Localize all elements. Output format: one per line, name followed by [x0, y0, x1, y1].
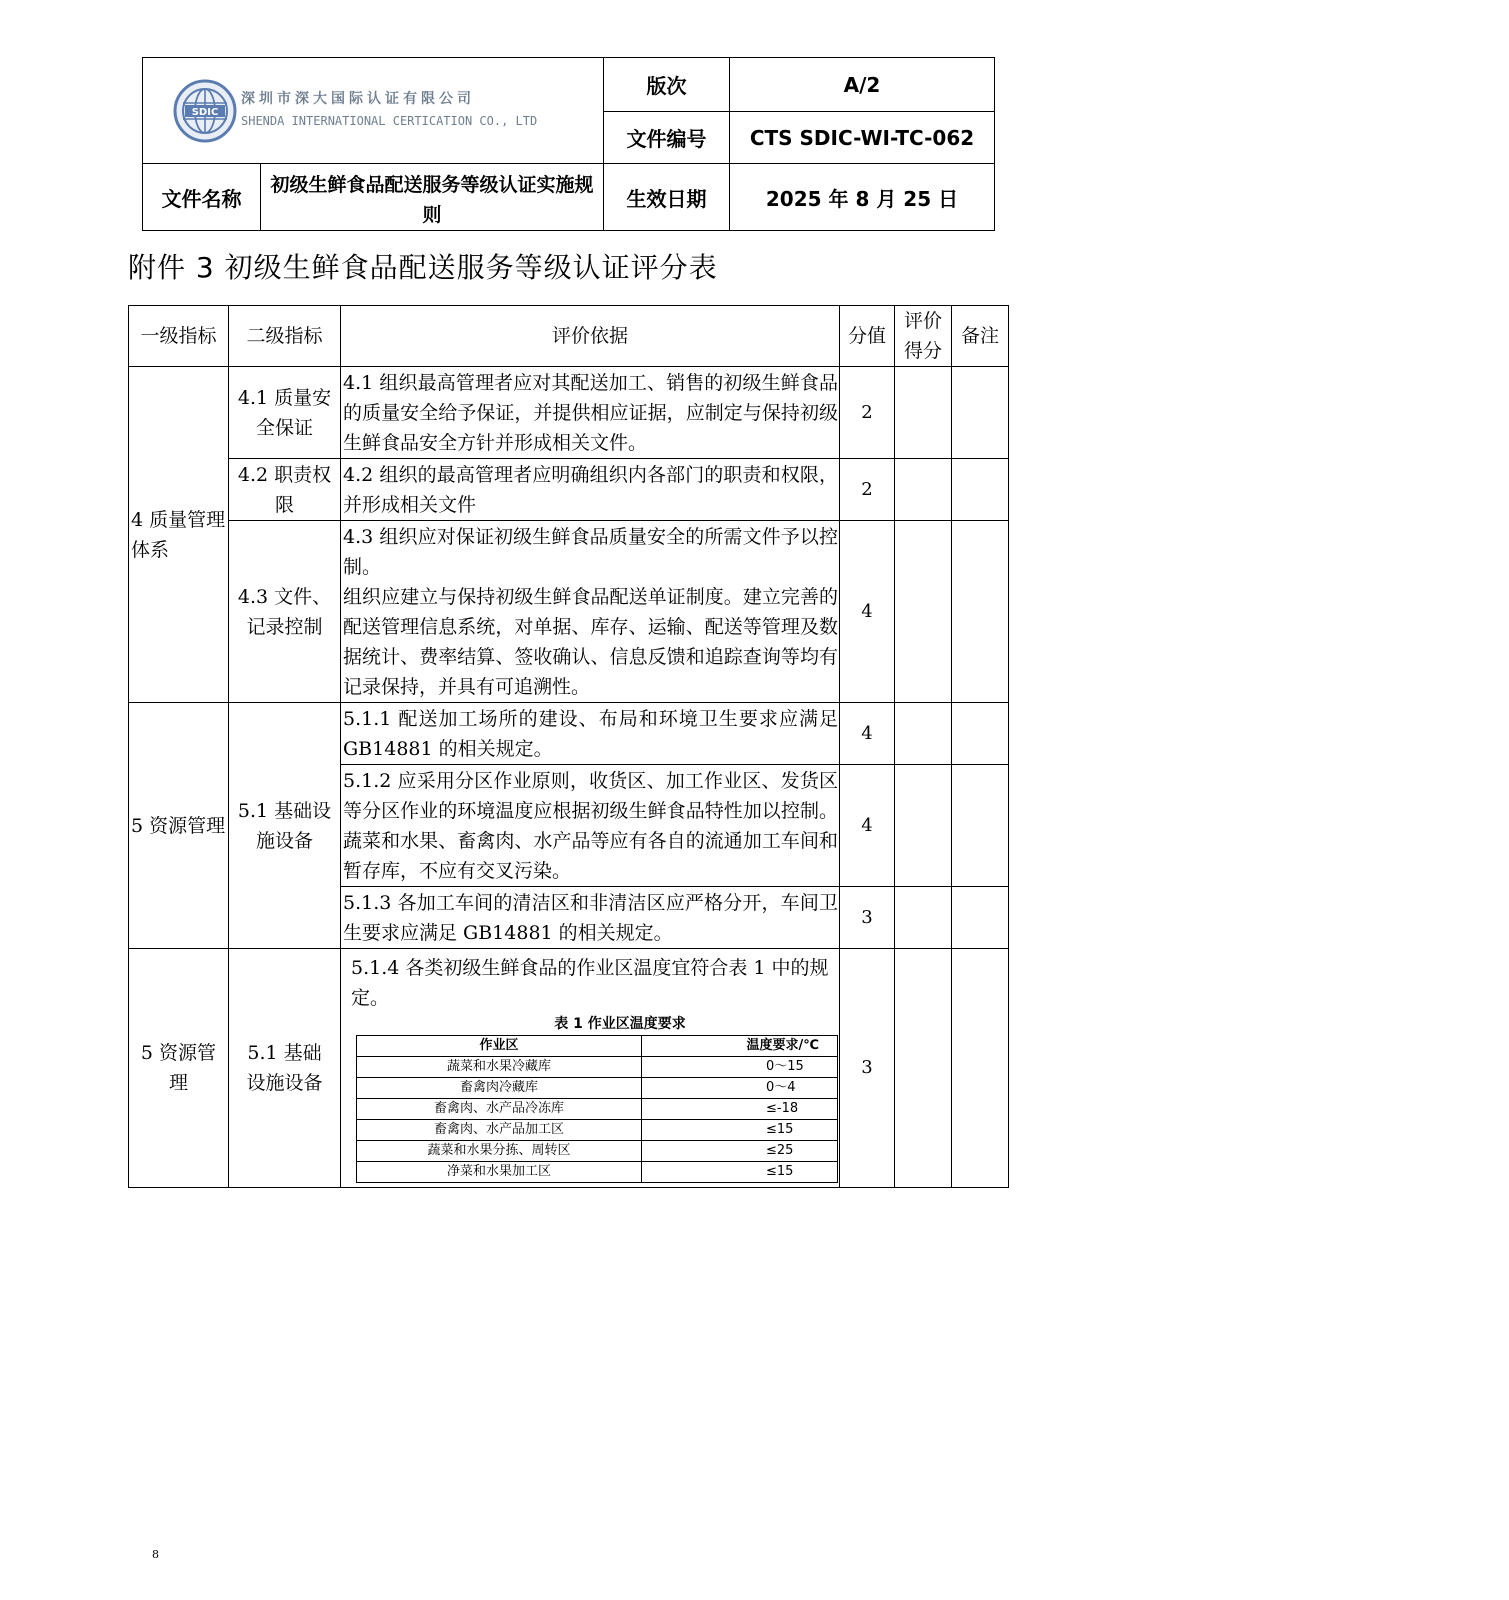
- temperature-table: [356, 1035, 838, 1183]
- section-title: 附件 3 初级生鲜食品配送服务等级认证评分表: [128, 251, 718, 284]
- table-row: [129, 459, 1009, 521]
- temp-cell: ≤25: [642, 1141, 838, 1162]
- effective-date-label: 生效日期: [604, 164, 730, 231]
- eval-score-cell[interactable]: [895, 949, 952, 1188]
- page-number: 8: [152, 1548, 159, 1561]
- table-row: [129, 367, 1009, 459]
- eval-score-cell[interactable]: [895, 367, 952, 459]
- basis-cell: 5.1.3 各加工车间的清洁区和非清洁区应严格分开，车间卫生要求应满足 GB14881 的相关规定。: [341, 887, 840, 949]
- nested-row: [357, 1078, 838, 1099]
- nested-row: [357, 1120, 838, 1141]
- nested-header-row: [357, 1036, 838, 1057]
- level2-cell: 4.2 职责权限: [229, 459, 341, 521]
- doc-number-value: CTS SDIC-WI-TC-062: [730, 112, 995, 164]
- score-cell: 3: [840, 949, 895, 1188]
- basis-paragraph: 组织应建立与保持初级生鲜食品配送单证制度。建立完善的配送管理信息系统，对单据、库存、运输、配送等管理及数据统计、费率结算、签收确认、信息反馈和追踪查询等均有记录保持，并具有可追溯性。: [343, 585, 838, 698]
- document-header: [142, 57, 995, 231]
- table-row: [129, 521, 1009, 703]
- nested-table-caption: 表 1 作业区温度要求: [554, 1016, 686, 1032]
- score-cell: 4: [840, 703, 895, 765]
- doc-number-label: 文件编号: [604, 112, 730, 164]
- level1-cell: 5 资源管理: [129, 949, 229, 1188]
- col-header-eval-score: 评价得分: [895, 306, 952, 367]
- zone-cell: 畜禽肉冷藏库: [357, 1078, 642, 1099]
- table-row: [129, 703, 1009, 765]
- col-header-score: 分值: [840, 306, 895, 367]
- temp-cell: 0～4: [642, 1078, 838, 1099]
- zone-cell: 畜禽肉、水产品加工区: [357, 1120, 642, 1141]
- eval-score-cell[interactable]: [895, 887, 952, 949]
- level2-cell: 5.1 基础设施设备: [229, 949, 341, 1188]
- doc-name-label: 文件名称: [143, 164, 261, 231]
- doc-name-value: 初级生鲜食品配送服务等级认证实施规则: [261, 164, 604, 231]
- level1-cell: 4 质量管理体系: [129, 367, 229, 703]
- company-name-en: SHENDA INTERNATIONAL CERTICATION CO., LTD: [241, 113, 538, 128]
- level2-cell: 4.1 质量安全保证: [229, 367, 341, 459]
- nested-row: [357, 1099, 838, 1120]
- score-cell: 3: [840, 887, 895, 949]
- eval-score-cell[interactable]: [895, 521, 952, 703]
- remark-cell[interactable]: [952, 887, 1009, 949]
- nested-row: [357, 1162, 838, 1183]
- basis-cell: 5.1.1 配送加工场所的建设、布局和环境卫生要求应满足 GB14881 的相关规定。: [341, 703, 840, 765]
- col-header-level2: 二级指标: [229, 306, 341, 367]
- eval-score-cell[interactable]: [895, 703, 952, 765]
- basis-cell: [341, 949, 840, 1188]
- col-header-basis: 评价依据: [341, 306, 840, 367]
- company-logo-block: [143, 58, 604, 164]
- level1-cell: 5 资源管理: [129, 703, 229, 949]
- temp-cell: ≤15: [642, 1162, 838, 1183]
- version-value: A/2: [730, 58, 995, 112]
- col-header-level1: 一级指标: [129, 306, 229, 367]
- basis-cell: 4.1 组织最高管理者应对其配送加工、销售的初级生鲜食品的质量安全给予保证，并提供相应证据，应制定与保持初级生鲜食品安全方针并形成相关文件。: [341, 367, 840, 459]
- table-header-row: [129, 306, 1009, 367]
- company-name-cn: 深圳市深大国际认证有限公司: [241, 90, 475, 107]
- scoring-table: [128, 305, 1009, 1188]
- nested-col-temp: 温度要求/℃: [642, 1036, 838, 1057]
- temp-cell: ≤-18: [642, 1099, 838, 1120]
- level2-cell: 4.3 文件、记录控制: [229, 521, 341, 703]
- logo-text: SDIC: [191, 106, 219, 118]
- basis-paragraph: 4.3 组织应对保证初级生鲜食品质量安全的所需文件予以控制。: [343, 525, 838, 578]
- zone-cell: 蔬菜和水果分拣、周转区: [357, 1141, 642, 1162]
- remark-cell[interactable]: [952, 521, 1009, 703]
- nested-col-zone: 作业区: [357, 1036, 642, 1057]
- table-row: [129, 949, 1009, 1188]
- score-cell: 2: [840, 367, 895, 459]
- nested-row: [357, 1141, 838, 1162]
- remark-cell[interactable]: [952, 459, 1009, 521]
- basis-cell: 4.2 组织的最高管理者应明确组织内各部门的职责和权限，并形成相关文件: [341, 459, 840, 521]
- col-header-remark: 备注: [952, 306, 1009, 367]
- eval-score-cell[interactable]: [895, 459, 952, 521]
- temp-cell: ≤15: [642, 1120, 838, 1141]
- level2-cell: 5.1 基础设施设备: [229, 703, 341, 949]
- effective-date-value: 2025 年 8 月 25 日: [730, 164, 995, 231]
- remark-cell[interactable]: [952, 765, 1009, 887]
- remark-cell[interactable]: [952, 367, 1009, 459]
- temp-cell: 0～15: [642, 1057, 838, 1078]
- version-label: 版次: [604, 58, 730, 112]
- remark-cell[interactable]: [952, 703, 1009, 765]
- nested-row: [357, 1057, 838, 1078]
- remark-cell[interactable]: [952, 949, 1009, 1188]
- basis-cell: 5.1.2 应采用分区作业原则，收货区、加工作业区、发货区等分区作业的环境温度应根据初级生鲜食品特性加以控制。蔬菜和水果、畜禽肉、水产品等应有各自的流通加工车间和暂存库，不应有交叉污染。: [341, 765, 840, 887]
- zone-cell: 净菜和水果加工区: [357, 1162, 642, 1183]
- basis-cell: [341, 521, 840, 703]
- score-cell: 4: [840, 521, 895, 703]
- zone-cell: 蔬菜和水果冷藏库: [357, 1057, 642, 1078]
- basis-paragraph: 5.1.4 各类初级生鲜食品的作业区温度宜符合表 1 中的规定。: [351, 957, 829, 1009]
- eval-score-cell[interactable]: [895, 765, 952, 887]
- zone-cell: 畜禽肉、水产品冷冻库: [357, 1099, 642, 1120]
- score-cell: 2: [840, 459, 895, 521]
- globe-logo-icon: [173, 79, 237, 143]
- score-cell: 4: [840, 765, 895, 887]
